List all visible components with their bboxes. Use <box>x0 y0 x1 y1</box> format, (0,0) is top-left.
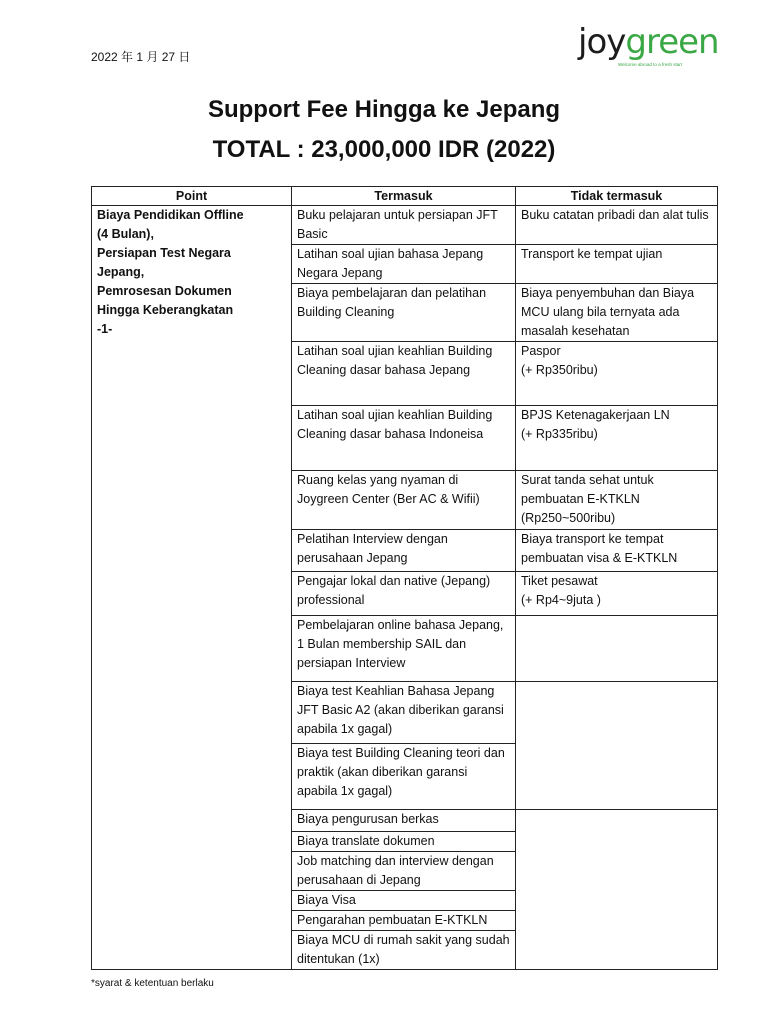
point-line: (4 Bulan), <box>97 227 154 241</box>
excluded-item-title: Tiket pesawat <box>521 574 598 588</box>
point-line: Persiapan Test Negara <box>97 246 231 260</box>
included-item: Latihan soal ujian bahasa Jepang Negara Jepang <box>292 245 516 284</box>
excluded-item-price: (+ Rp335ribu) <box>521 427 598 441</box>
header-included: Termasuk <box>292 187 516 206</box>
excluded-empty <box>516 810 718 970</box>
point-line: Pemrosesan Dokumen <box>97 284 232 298</box>
logo-text-green: green <box>625 22 719 62</box>
included-item: Biaya Visa <box>292 891 516 911</box>
included-item: Biaya pembelajaran dan pelatihan Building Cleaning <box>292 284 516 342</box>
point-line: -1- <box>97 322 113 336</box>
excluded-item <box>516 471 718 530</box>
excluded-item <box>516 406 718 471</box>
included-item: Biaya MCU di rumah sakit yang sudah ditentukan (1x) <box>292 931 516 970</box>
logo-tagline: Welcome abroad to a fresh start <box>618 62 682 67</box>
header-excluded: Tidak termasuk <box>516 187 718 206</box>
excluded-item-price: (+ Rp4~9juta ) <box>521 593 601 607</box>
included-item: Biaya test Building Cleaning teori dan praktik (akan diberikan garansi apabila 1x gagal) <box>292 744 516 810</box>
point-cell <box>92 206 292 970</box>
terms-footnote: *syarat & ketentuan berlaku <box>91 978 214 989</box>
included-item: Pengajar lokal dan native (Jepang) professional <box>292 572 516 616</box>
excluded-item-title: Paspor <box>521 344 561 358</box>
excluded-empty <box>516 616 718 682</box>
excluded-item: Biaya transport ke tempat pembuatan visa & E-KTKLN <box>516 530 718 572</box>
included-item: Latihan soal ujian keahlian Building Cleaning dasar bahasa Indoneisa <box>292 406 516 471</box>
excluded-item <box>516 572 718 616</box>
included-item: Pembelajaran online bahasa Jepang, 1 Bulan membership SAIL dan persiapan Interview <box>292 616 516 682</box>
excluded-item-price: (+ Rp350ribu) <box>521 363 598 377</box>
table-row <box>92 206 718 245</box>
excluded-item: Buku catatan pribadi dan alat tulis <box>516 206 718 245</box>
included-item: Pengarahan pembuatan E-KTKLN <box>292 911 516 931</box>
excluded-item: Transport ke tempat ujian <box>516 245 718 284</box>
logo-text-joy: joy <box>578 22 626 62</box>
included-item: Latihan soal ujian keahlian Building Cleaning dasar bahasa Jepang <box>292 342 516 406</box>
joygreen-logo <box>578 24 720 70</box>
excluded-item-price: (Rp250~500ribu) <box>521 511 616 525</box>
excluded-empty <box>516 682 718 810</box>
document-date: 2022 年 1 月 27 日 <box>91 50 191 64</box>
support-fee-table <box>91 186 718 970</box>
excluded-item-title: BPJS Ketenagakerjaan LN <box>521 408 670 422</box>
included-item: Ruang kelas yang nyaman di Joygreen Center (Ber AC & Wifii) <box>292 471 516 530</box>
included-item: Biaya translate dokumen <box>292 832 516 852</box>
page-title: Support Fee Hingga ke Jepang <box>207 96 561 123</box>
point-line: Biaya Pendidikan Offline <box>97 208 244 222</box>
point-line: Jepang, <box>97 265 145 279</box>
included-item: Job matching dan interview dengan perusahaan di Jepang <box>292 852 516 891</box>
page-total: TOTAL : 23,000,000 IDR (2022) <box>212 136 556 163</box>
point-line: Hingga Keberangkatan <box>97 303 234 317</box>
included-item: Biaya test Keahlian Bahasa Jepang JFT Basic A2 (akan diberikan garansi apabila 1x gagal) <box>292 682 516 744</box>
table-header-row <box>92 187 718 206</box>
excluded-item-title: Surat tanda sehat untuk pembuatan E-KTKLN <box>521 473 654 506</box>
included-item: Buku pelajaran untuk persiapan JFT Basic <box>292 206 516 245</box>
excluded-item <box>516 342 718 406</box>
header-point: Point <box>92 187 292 206</box>
excluded-item: Biaya penyembuhan dan Biaya MCU ulang bila ternyata ada masalah kesehatan <box>516 284 718 342</box>
included-item: Biaya pengurusan berkas <box>292 810 516 832</box>
included-item: Pelatihan Interview dengan perusahaan Jepang <box>292 530 516 572</box>
